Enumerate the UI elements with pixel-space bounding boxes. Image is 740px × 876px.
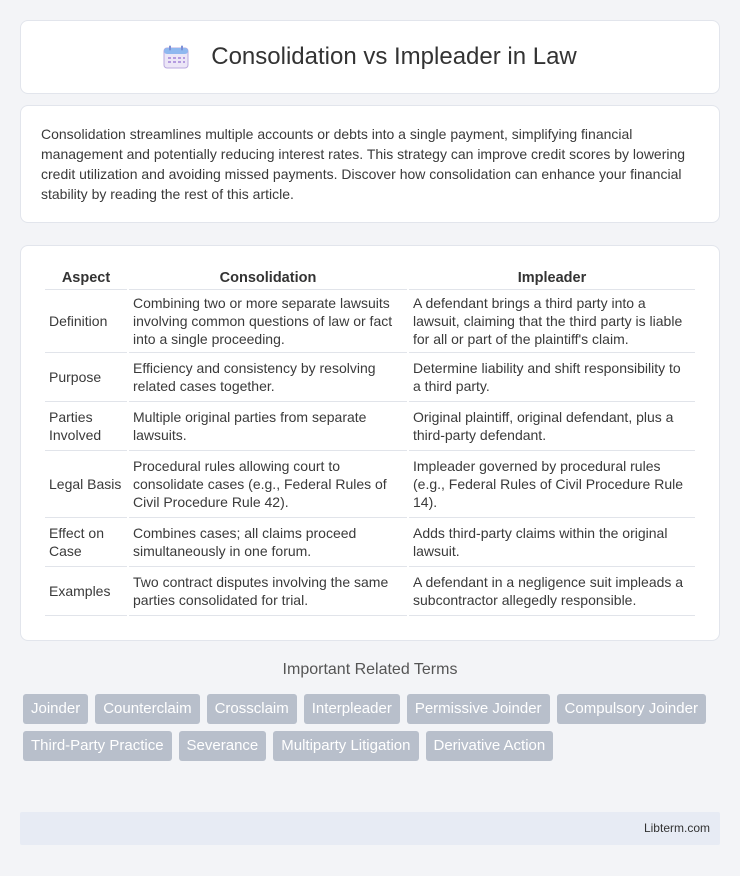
row-consolidation: Combining two or more separate lawsuits involving common questions of law or fact into a single proceeding. xyxy=(129,290,407,353)
intro-card xyxy=(20,105,720,223)
related-terms-title: Important Related Terms xyxy=(282,661,458,678)
tag-multiparty-litigation[interactable]: Multiparty Litigation xyxy=(273,731,418,761)
intro-text: Consolidation streamlines multiple accounts or debts into a single payment, simplifying financial management and potentially reducing interest rates. This strategy can improve credit scores by lowering credit utilization and avoiding missed payments. Discover how consolidation can enhance your financial stability by reading the rest of this article. xyxy=(41,126,686,202)
header-aspect: Aspect xyxy=(45,266,127,290)
header xyxy=(163,43,577,71)
table-row xyxy=(45,451,695,518)
tag-crossclaim[interactable]: Crossclaim xyxy=(207,694,297,724)
footer xyxy=(20,812,720,845)
header-card xyxy=(20,20,720,94)
row-aspect: Legal Basis xyxy=(45,451,127,518)
header-consolidation: Consolidation xyxy=(129,266,407,290)
footer-link[interactable]: Libterm.com xyxy=(643,821,710,835)
calendar-icon xyxy=(163,45,189,69)
tag-interpleader[interactable]: Interpleader xyxy=(304,694,400,724)
row-impleader: Impleader governed by procedural rules (e.g., Federal Rules of Civil Procedure Rule 14). xyxy=(409,451,695,518)
row-aspect: Purpose xyxy=(45,353,127,402)
row-consolidation: Efficiency and consistency by resolving related cases together. xyxy=(129,353,407,402)
header-impleader: Impleader xyxy=(409,266,695,290)
tag-joinder[interactable]: Joinder xyxy=(23,694,88,724)
table-row xyxy=(45,567,695,616)
related-terms-tags xyxy=(23,694,723,761)
row-consolidation: Combines cases; all claims proceed simultaneously in one forum. xyxy=(129,518,407,567)
row-impleader: Original plaintiff, original defendant, plus a third-party defendant. xyxy=(409,402,695,451)
tag-counterclaim[interactable]: Counterclaim xyxy=(95,694,199,724)
row-aspect: Definition xyxy=(45,290,127,353)
row-consolidation: Multiple original parties from separate lawsuits. xyxy=(129,402,407,451)
row-aspect: Parties Involved xyxy=(45,402,127,451)
comparison-table-card xyxy=(20,245,720,641)
tag-severance[interactable]: Severance xyxy=(179,731,267,761)
table-header-row xyxy=(45,266,695,290)
tag-permissive-joinder[interactable]: Permissive Joinder xyxy=(407,694,550,724)
tag-derivative-action[interactable]: Derivative Action xyxy=(426,731,554,761)
row-aspect: Effect on Case xyxy=(45,518,127,567)
row-impleader: Adds third-party claims within the original lawsuit. xyxy=(409,518,695,567)
tag-compulsory-joinder[interactable]: Compulsory Joinder xyxy=(557,694,706,724)
row-impleader: Determine liability and shift responsibility to a third party. xyxy=(409,353,695,402)
row-consolidation: Two contract disputes involving the same parties consolidated for trial. xyxy=(129,567,407,616)
row-aspect: Examples xyxy=(45,567,127,616)
table-row xyxy=(45,518,695,567)
table-row xyxy=(45,290,695,353)
page-title: Consolidation vs Impleader in Law xyxy=(211,43,577,70)
row-impleader: A defendant brings a third party into a lawsuit, claiming that the third party is liable for all or part of the plaintiff's claim. xyxy=(409,290,695,353)
tag-third-party-practice[interactable]: Third-Party Practice xyxy=(23,731,172,761)
comparison-table xyxy=(43,266,697,616)
row-impleader: A defendant in a negligence suit impleads a subcontractor allegedly responsible. xyxy=(409,567,695,616)
table-row xyxy=(45,402,695,451)
row-consolidation: Procedural rules allowing court to consolidate cases (e.g., Federal Rules of Civil Procedure Rule 42). xyxy=(129,451,407,518)
table-row xyxy=(45,353,695,402)
